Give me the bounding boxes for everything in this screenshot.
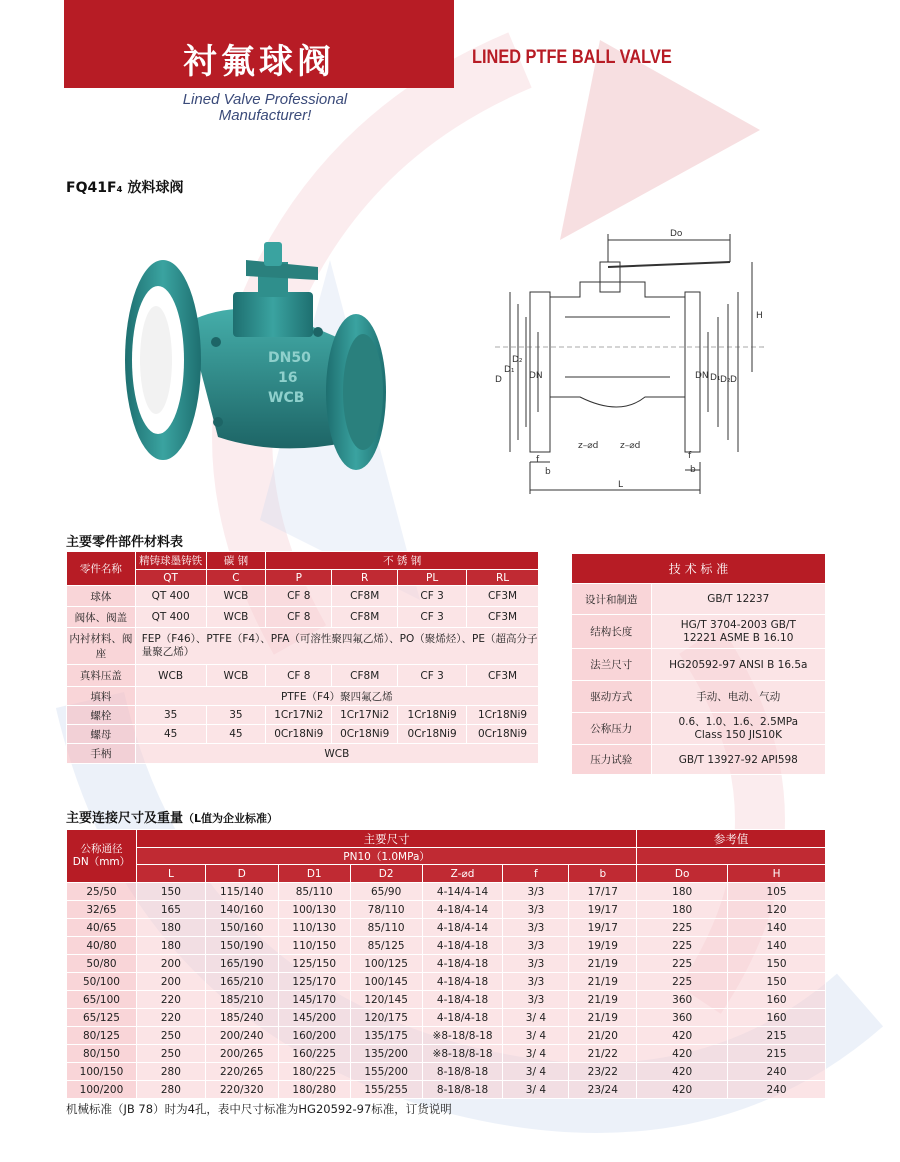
cell: 3/ 4	[503, 1063, 569, 1081]
cell: 19/17	[569, 919, 637, 937]
dimensions-title-text: 主要连接尺寸及重量	[66, 811, 184, 826]
code-rl: RL	[467, 570, 539, 586]
cell: 160	[728, 991, 826, 1009]
header-ductile-iron: 精铸球墨铸铁	[135, 552, 206, 570]
label-d-left: D	[495, 375, 502, 385]
cell: 1Cr17Ni2	[266, 706, 332, 725]
cell: 165	[136, 901, 205, 919]
table-row	[67, 937, 826, 955]
dn-cell: 32/65	[67, 901, 137, 919]
table-row	[67, 586, 539, 607]
cell: 160	[728, 1009, 826, 1027]
cell: 110/150	[278, 937, 350, 955]
cell: 45	[135, 725, 206, 744]
table-row	[67, 973, 826, 991]
header-main-dims: 主要尺寸	[136, 830, 636, 848]
cell: 160/200	[278, 1027, 350, 1045]
header-ref-blank	[637, 848, 826, 865]
cell: 165/210	[205, 973, 278, 991]
cell: 21/22	[569, 1045, 637, 1063]
lining-materials: FEP（F46）、PTFE（F4）、PFA（可溶性聚四氟乙烯）、PO（聚烯烃）、PE（超高分子量聚乙烯）	[135, 628, 538, 665]
cell: 78/110	[350, 901, 422, 919]
label-d1-right: D₁	[710, 373, 721, 383]
cell: 225	[637, 973, 728, 991]
dn-cell: 80/150	[67, 1045, 137, 1063]
photo-mark-material: WCB	[268, 390, 305, 406]
cell: CF 3	[398, 586, 467, 607]
table-row	[572, 615, 826, 649]
cell: 360	[637, 1009, 728, 1027]
table-row	[67, 883, 826, 901]
cell: 280	[136, 1081, 205, 1099]
table-row	[67, 901, 826, 919]
cell: 360	[637, 991, 728, 1009]
cell: QT 400	[135, 607, 206, 628]
code-c: C	[206, 570, 266, 586]
cell: 200/240	[205, 1027, 278, 1045]
cell: ※8-18/8-18	[422, 1045, 503, 1063]
cell: 165/190	[205, 955, 278, 973]
header-carbon-steel: 碳 钢	[206, 552, 266, 570]
cell: CF8M	[332, 586, 398, 607]
cell: 420	[637, 1045, 728, 1063]
cell: 3/3	[503, 991, 569, 1009]
cell: 150	[728, 955, 826, 973]
cell: CF3M	[467, 586, 539, 607]
label-d1-left: D₁	[504, 365, 515, 375]
cell: 140/160	[205, 901, 278, 919]
std-label: 设计和制造	[572, 584, 652, 615]
std-label: 公称压力	[572, 713, 652, 745]
cell: 1Cr18Ni9	[467, 706, 539, 725]
cell: 105	[728, 883, 826, 901]
table-row	[67, 725, 539, 744]
part-lining: 内衬材料、阀座	[67, 628, 136, 665]
cell: 21/20	[569, 1027, 637, 1045]
cell: 420	[637, 1063, 728, 1081]
cell: 21/19	[569, 1009, 637, 1027]
cell: 420	[637, 1027, 728, 1045]
cell: 155/255	[350, 1081, 422, 1099]
cell: CF3M	[467, 607, 539, 628]
slogan	[170, 92, 360, 124]
table-row	[67, 1045, 826, 1063]
cell: 17/17	[569, 883, 637, 901]
dn-cell: 100/150	[67, 1063, 137, 1081]
cell: 225	[637, 937, 728, 955]
cell: 150	[136, 883, 205, 901]
cell: 3/3	[503, 937, 569, 955]
table-row	[572, 649, 826, 681]
cell: 120	[728, 901, 826, 919]
table-row	[67, 955, 826, 973]
cell: 180/280	[278, 1081, 350, 1099]
cell: WCB	[206, 607, 266, 628]
cell: 45	[206, 725, 266, 744]
label-b-left: b	[545, 467, 551, 477]
handle-material: WCB	[135, 744, 538, 764]
model-title: FQ41F₄ 放料球阀	[66, 180, 184, 196]
cell: 120/145	[350, 991, 422, 1009]
table-row	[67, 1027, 826, 1045]
cell: 220/265	[205, 1063, 278, 1081]
table-row	[572, 713, 826, 745]
cell: 4-18/4-14	[422, 919, 503, 937]
dimensions-title	[66, 807, 278, 826]
cell: 145/170	[278, 991, 350, 1009]
cell: CF 8	[266, 586, 332, 607]
label-d-right: D	[730, 375, 737, 385]
dimensions-table	[66, 829, 826, 1099]
cell: 65/90	[350, 883, 422, 901]
label-d2-left: D₂	[512, 355, 523, 365]
cell: CF8M	[332, 607, 398, 628]
std-value: 手动、电动、气动	[651, 681, 825, 713]
part-ball: 球体	[67, 586, 136, 607]
table-row	[67, 628, 539, 665]
std-value: 0.6、1.0、1.6、2.5MPa Class 150 JIS10K	[651, 713, 825, 745]
cell: CF 8	[266, 665, 332, 687]
cell: 100/130	[278, 901, 350, 919]
photo-mark-dn: DN50	[268, 350, 311, 366]
footnote: 机械标准（JB 78）时为4孔，表中尺寸标准为HG20592-97标准，订货说明	[66, 1102, 452, 1116]
cell: 250	[136, 1027, 205, 1045]
header-band	[64, 0, 454, 88]
label-d2-right: D₂	[720, 375, 731, 385]
table-row	[67, 991, 826, 1009]
cell: 23/24	[569, 1081, 637, 1099]
cell: WCB	[135, 665, 206, 687]
slogan-line-1: Lined Valve Professional	[182, 91, 348, 108]
part-body-bonnet: 阀体、阀盖	[67, 607, 136, 628]
part-bolt: 螺栓	[67, 706, 136, 725]
col-header: D	[205, 865, 278, 883]
cell: 8-18/8-18	[422, 1081, 503, 1099]
cell: 140	[728, 919, 826, 937]
cell: 135/175	[350, 1027, 422, 1045]
cell: 100/125	[350, 955, 422, 973]
cell: 3/ 4	[503, 1045, 569, 1063]
code-r: R	[332, 570, 398, 586]
cell: 3/ 4	[503, 1009, 569, 1027]
cell: 8-18/8-18	[422, 1063, 503, 1081]
cell: 3/ 4	[503, 1027, 569, 1045]
cell: 3/3	[503, 901, 569, 919]
cell: 220	[136, 991, 205, 1009]
cell: 180	[136, 937, 205, 955]
cell: 1Cr18Ni9	[398, 706, 467, 725]
cell: 125/170	[278, 973, 350, 991]
materials-title: 主要零件部件材料表	[66, 535, 184, 550]
col-header: D1	[278, 865, 350, 883]
table-row	[67, 1081, 826, 1099]
dn-cell: 25/50	[67, 883, 137, 901]
cell: 135/200	[350, 1045, 422, 1063]
label-h: H	[756, 311, 763, 321]
cell: 1Cr17Ni2	[332, 706, 398, 725]
valve-photo	[118, 232, 408, 500]
std-label: 法兰尺寸	[572, 649, 652, 681]
slogan-line-2: Manufacturer!	[218, 107, 312, 124]
part-packing: 填料	[67, 687, 136, 706]
cell: CF3M	[467, 665, 539, 687]
label-do: Do	[670, 229, 683, 239]
cell: 200/265	[205, 1045, 278, 1063]
dn-cell: 80/125	[67, 1027, 137, 1045]
cell: 85/125	[350, 937, 422, 955]
cell: 4-14/4-14	[422, 883, 503, 901]
cell: 0Cr18Ni9	[467, 725, 539, 744]
cell: 3/3	[503, 919, 569, 937]
cell: 21/19	[569, 955, 637, 973]
dn-cell: 40/80	[67, 937, 137, 955]
table-row	[67, 687, 539, 706]
cell: 200	[136, 973, 205, 991]
col-header: D2	[350, 865, 422, 883]
header-reference: 参考值	[637, 830, 826, 848]
part-handle: 手柄	[67, 744, 136, 764]
standards-table	[571, 553, 826, 775]
cell: 85/110	[350, 919, 422, 937]
cell: 85/110	[278, 883, 350, 901]
std-value: HG/T 3704-2003 GB/T 12221 ASME B 16.10	[651, 615, 825, 649]
code-qt: QT	[135, 570, 206, 586]
table-row	[67, 706, 539, 725]
cell: 220	[136, 1009, 205, 1027]
standards-title: 技 术 标 准	[572, 554, 826, 584]
cell: 125/150	[278, 955, 350, 973]
dn-cell: 40/65	[67, 919, 137, 937]
table-row	[67, 919, 826, 937]
col-header: L	[136, 865, 205, 883]
header-pn: PN10（1.0MPa）	[136, 848, 636, 865]
cell: 150/190	[205, 937, 278, 955]
std-label: 结构长度	[572, 615, 652, 649]
cell: 0Cr18Ni9	[332, 725, 398, 744]
cell: 110/130	[278, 919, 350, 937]
cell: 185/210	[205, 991, 278, 1009]
cell: 35	[206, 706, 266, 725]
cell: CF 3	[398, 665, 467, 687]
cell: 100/145	[350, 973, 422, 991]
dn-cell: 65/125	[67, 1009, 137, 1027]
cell: 120/175	[350, 1009, 422, 1027]
cell: WCB	[206, 586, 266, 607]
table-row	[67, 607, 539, 628]
label-f-left: f	[536, 455, 540, 465]
cell: 3/3	[503, 973, 569, 991]
cell: 35	[135, 706, 206, 725]
header-stainless: 不 锈 钢	[266, 552, 539, 570]
cell: 280	[136, 1063, 205, 1081]
dn-cell: 100/200	[67, 1081, 137, 1099]
valve-section-drawing	[490, 222, 770, 498]
cell: CF8M	[332, 665, 398, 687]
dimensions-title-note: （L值为企业标准）	[183, 812, 279, 825]
col-header: f	[503, 865, 569, 883]
cell: CF 8	[266, 607, 332, 628]
std-label: 压力试验	[572, 745, 652, 775]
std-value: HG20592-97 ANSI B 16.5a	[651, 649, 825, 681]
cell: ※8-18/8-18	[422, 1027, 503, 1045]
cell: 225	[637, 955, 728, 973]
part-nut: 螺母	[67, 725, 136, 744]
cell: 180	[637, 883, 728, 901]
materials-table	[66, 551, 539, 764]
cell: 215	[728, 1045, 826, 1063]
header-dn: 公称通径 DN（mm）	[67, 830, 137, 883]
cell: 185/240	[205, 1009, 278, 1027]
col-header: H	[728, 865, 826, 883]
cell: 4-18/4-18	[422, 1009, 503, 1027]
cell: 0Cr18Ni9	[266, 725, 332, 744]
code-p: P	[266, 570, 332, 586]
dn-cell: 50/80	[67, 955, 137, 973]
cell: 180	[136, 919, 205, 937]
std-value: GB/T 13927-92 API598	[651, 745, 825, 775]
label-dn-right: DN	[695, 371, 709, 381]
std-label: 驱动方式	[572, 681, 652, 713]
cell: 150	[728, 973, 826, 991]
table-row	[67, 1063, 826, 1081]
header-part-name: 零件名称	[67, 552, 136, 586]
cell: 200	[136, 955, 205, 973]
cell: 140	[728, 937, 826, 955]
cell: 250	[136, 1045, 205, 1063]
col-header: b	[569, 865, 637, 883]
label-f-right: f	[688, 451, 692, 461]
cell: WCB	[206, 665, 266, 687]
table-row	[67, 1009, 826, 1027]
label-zd-left: z–⌀d	[578, 441, 599, 451]
table-row	[67, 665, 539, 687]
label-b-right: b	[690, 465, 696, 475]
table-row	[572, 584, 826, 615]
cell: 180/225	[278, 1063, 350, 1081]
cell: 4-18/4-14	[422, 901, 503, 919]
cell: 115/140	[205, 883, 278, 901]
cell: 4-18/4-18	[422, 937, 503, 955]
photo-mark-pn: 16	[278, 370, 298, 386]
table-row	[67, 744, 539, 764]
table-row	[572, 745, 826, 775]
dn-cell: 50/100	[67, 973, 137, 991]
code-pl: PL	[398, 570, 467, 586]
cell: 160/225	[278, 1045, 350, 1063]
cell: 145/200	[278, 1009, 350, 1027]
col-header: Z-⌀d	[422, 865, 503, 883]
cell: QT 400	[135, 586, 206, 607]
table-row	[572, 681, 826, 713]
label-dn-left: DN	[529, 371, 543, 381]
cell: 0Cr18Ni9	[398, 725, 467, 744]
cell: 220/320	[205, 1081, 278, 1099]
cell: 420	[637, 1081, 728, 1099]
cell: 240	[728, 1063, 826, 1081]
packing-material: PTFE（F4）聚四氟乙烯	[135, 687, 538, 706]
cell: 215	[728, 1027, 826, 1045]
cell: 240	[728, 1081, 826, 1099]
std-value: GB/T 12237	[651, 584, 825, 615]
cell: 150/160	[205, 919, 278, 937]
cell: 225	[637, 919, 728, 937]
cell: 3/3	[503, 955, 569, 973]
cell: 4-18/4-18	[422, 955, 503, 973]
label-l: L	[618, 480, 624, 490]
cell: 4-18/4-18	[422, 991, 503, 1009]
english-title: LINED PTFE BALL VALVE	[472, 47, 672, 68]
cell: 19/17	[569, 901, 637, 919]
cell: 180	[637, 901, 728, 919]
cell: 21/19	[569, 973, 637, 991]
cell: CF 3	[398, 607, 467, 628]
cell: 155/200	[350, 1063, 422, 1081]
col-header: Do	[637, 865, 728, 883]
page-title: 衬氟球阀	[183, 42, 335, 82]
cell: 3/ 4	[503, 1081, 569, 1099]
cell: 19/19	[569, 937, 637, 955]
part-gland: 真料压盖	[67, 665, 136, 687]
dn-cell: 65/100	[67, 991, 137, 1009]
cell: 21/19	[569, 991, 637, 1009]
cell: 3/3	[503, 883, 569, 901]
cell: 23/22	[569, 1063, 637, 1081]
cell: 4-18/4-18	[422, 973, 503, 991]
label-zd-right: z–⌀d	[620, 441, 641, 451]
